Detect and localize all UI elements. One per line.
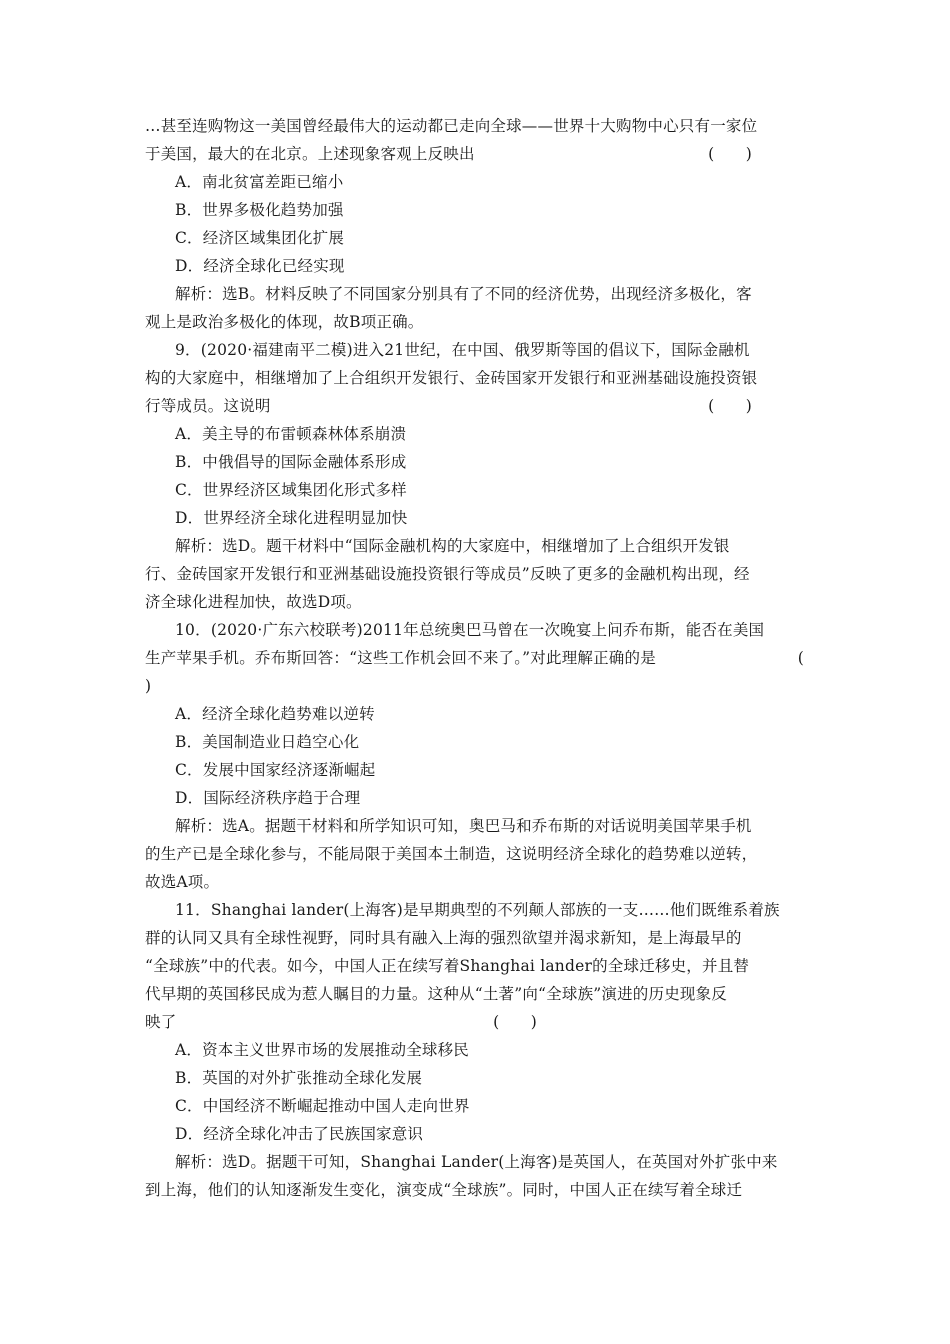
q10-option-c: C．发展中国家经济逐渐崛起 — [175, 761, 376, 779]
q11-answer-blank: ( ) — [493, 1013, 537, 1031]
q10-answer-blank-close: ) — [145, 677, 152, 695]
q8-option-b: B．世界多极化趋势加强 — [175, 201, 344, 219]
q8-stem-line-2: 于美国，最大的在北京。上述现象客观上反映出 — [145, 145, 475, 163]
q11-stem-line-5: 映了 — [145, 1013, 177, 1031]
q8-stem-line-2-row — [145, 140, 810, 168]
q8-option-c: C．经济区域集团化扩展 — [175, 229, 345, 247]
q10-option-a: A．经济全球化趋势难以逆转 — [175, 705, 375, 723]
q9-analysis-line-3: 济全球化进程加快，故选D项。 — [145, 593, 362, 611]
q9-stem-line-1: 9．(2020·福建南平二模)进入21世纪，在中国、俄罗斯等国的倡议下，国际金融机 — [175, 341, 750, 359]
q9-option-c: C．世界经济区域集团化形式多样 — [175, 481, 407, 499]
q9-stem-line-3-row — [145, 392, 810, 420]
q9-stem-line-2: 构的大家庭中，相继增加了上合组织开发银行、金砖国家开发银行和亚洲基础设施投资银 — [145, 369, 758, 387]
q11-option-b: B．英国的对外扩张推动全球化发展 — [175, 1069, 423, 1087]
q11-analysis-line-2: 到上海，他们的认知逐渐发生变化，演变成“全球族”。同时，中国人正在续写着全球迁 — [145, 1181, 743, 1199]
q10-stem-line-1: 10．(2020·广东六校联考)2011年总统奥巴马曾在一次晚宴上问乔布斯，能否在美国 — [175, 621, 765, 639]
q10-stem-line-2-row — [145, 644, 810, 672]
q10-analysis-line-1: 解析：选A。据题干材料和所学知识可知，奥巴马和乔布斯的对话说明美国苹果手机 — [175, 817, 752, 835]
q8-answer-blank: ( ) — [708, 145, 752, 163]
q8-analysis-line-1: 解析：选B。材料反映了不同国家分别具有了不同的经济优势，出现经济多极化，客 — [175, 285, 752, 303]
q10-option-b: B．美国制造业日趋空心化 — [175, 733, 360, 751]
q9-analysis-line-2: 行、金砖国家开发银行和亚洲基础设施投资银行等成员”反映了更多的金融机构出现，经 — [145, 565, 750, 583]
document-page — [145, 112, 810, 1204]
q11-stem-line-2: 群的认同又具有全球性视野，同时具有融入上海的强烈欲望并渴求新知，是上海最早的 — [145, 929, 742, 947]
q9-option-d: D．世界经济全球化进程明显加快 — [175, 509, 408, 527]
q10-answer-blank-open: ( — [797, 649, 804, 667]
q10-analysis-line-3: 故选A项。 — [145, 873, 220, 891]
q11-option-a: A．资本主义世界市场的发展推动全球移民 — [175, 1041, 469, 1059]
q11-option-c: C．中国经济不断崛起推动中国人走向世界 — [175, 1097, 470, 1115]
q10-stem-line-2: 生产苹果手机。乔布斯回答：“这些工作机会回不来了。”对此理解正确的是 — [145, 649, 656, 667]
q8-stem-line-1: …甚至连购物这一美国曾经最伟大的运动都已走向全球——世界十大购物中心只有一家位 — [145, 117, 758, 135]
q8-analysis-line-2: 观上是政治多极化的体现，故B项正确。 — [145, 313, 424, 331]
q11-option-d: D．经济全球化冲击了民族国家意识 — [175, 1125, 424, 1143]
q10-option-d: D．国际经济秩序趋于合理 — [175, 789, 361, 807]
q8-option-a: A．南北贫富差距已缩小 — [175, 173, 344, 191]
q10-analysis-line-2: 的生产已是全球化参与，不能局限于美国本土制造，这说明经济全球化的趋势难以逆转， — [145, 845, 758, 863]
q9-option-b: B．中俄倡导的国际金融体系形成 — [175, 453, 407, 471]
q9-analysis-line-1: 解析：选D。题干材料中“国际金融机构的大家庭中，相继增加了上合组织开发银 — [175, 537, 730, 555]
q11-analysis-line-1: 解析：选D。据题干可知，Shanghai Lander(上海客)是英国人，在英国对外扩张中来 — [175, 1153, 778, 1171]
q11-stem-line-3: “全球族”中的代表。如今，中国人正在续写着Shanghai lander的全球迁移史，并且替 — [145, 957, 750, 975]
q9-stem-line-3: 行等成员。这说明 — [145, 397, 271, 415]
q9-option-a: A．美主导的布雷顿森林体系崩溃 — [175, 425, 407, 443]
q11-stem-line-1: 11．Shanghai lander(上海客)是早期典型的不列颠人部族的一支……他们既维系着族 — [175, 901, 780, 919]
q11-stem-line-4: 代早期的英国移民成为惹人瞩目的力量。这种从“土著”向“全球族”演进的历史现象反 — [145, 985, 727, 1003]
q9-answer-blank: ( ) — [708, 397, 752, 415]
q8-option-d: D．经济全球化已经实现 — [175, 257, 345, 275]
q11-stem-line-5-row — [145, 1008, 810, 1036]
